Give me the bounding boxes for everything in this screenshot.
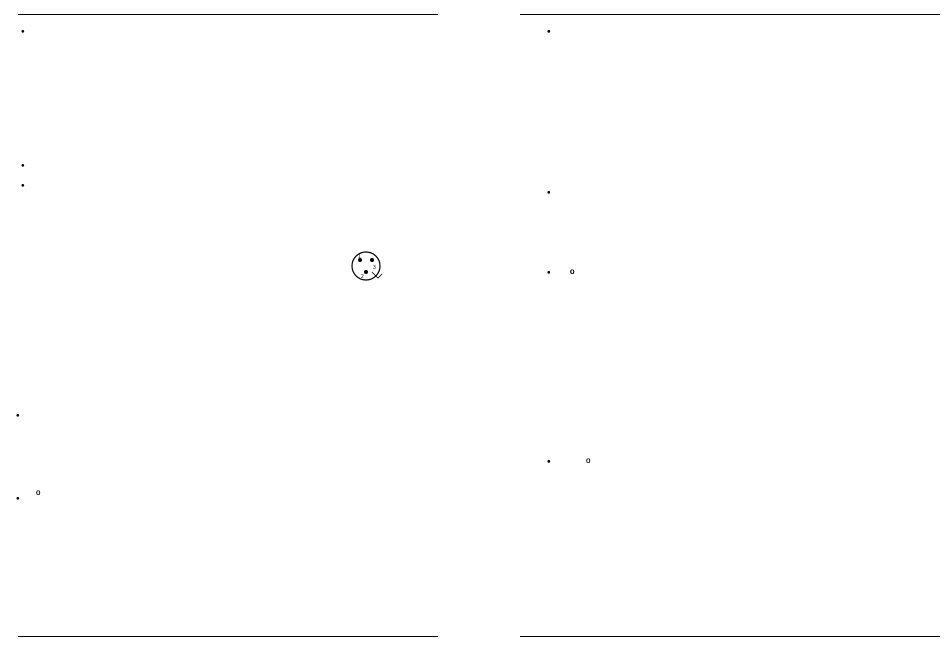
svg-text:2: 2: [361, 274, 364, 280]
page-left: [18, 0, 438, 654]
xlr-terminator-icon: [348, 248, 438, 296]
install-section: [18, 161, 438, 181]
page-header: [18, 0, 438, 15]
list-item: [32, 161, 438, 181]
page-footer: [18, 636, 438, 653]
page-header: [520, 0, 940, 15]
operate-section: [18, 489, 438, 494]
svg-text:1: 1: [358, 254, 361, 260]
daisy-chain-diagram-dmx: [18, 318, 438, 406]
daisy-chain-diagram-top: [18, 62, 438, 154]
page-right: [520, 0, 940, 654]
svg-text:3: 3: [373, 265, 376, 271]
page-footer: [520, 636, 940, 653]
